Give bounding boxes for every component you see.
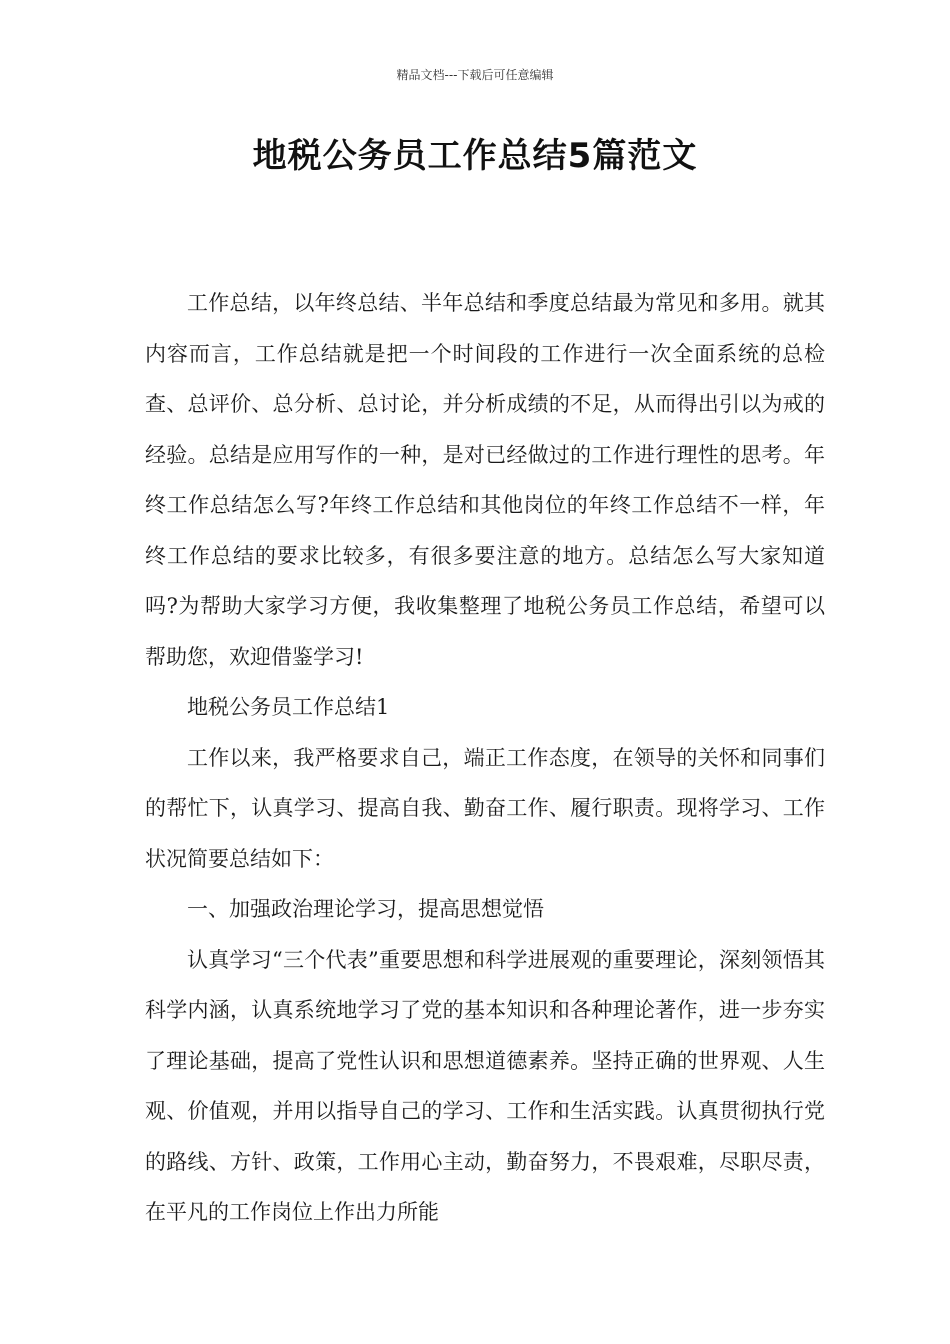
document-body [145,278,825,1238]
subsection-heading: 一、加强政治理论学习，提高思想觉悟 [187,897,544,921]
section-heading: 地税公务员工作总结1 [187,695,390,719]
document-title: 地税公务员工作总结5篇范文 [252,136,698,176]
header-note: 精品文档---下载后可任意编辑 [396,68,554,82]
intro-paragraph: 工作总结，以年终总结、半年总结和季度总结最为常见和多用。就其内容而言，工作总结就是把一个时间段的工作进行一次全面系统的总检查、总评价、总分析、总讨论，并分析成绩的不足，从而得出引以为戒的经验。总结是应用写作的一种，是对已经做过的工作进行理性的思考。年终工作总结怎么写?年终工作总结和其他岗位的年终工作总结不一样，年终工作总结的要求比较多，有很多要注意的地方。总结怎么写大家知道吗?为帮助大家学习方便，我收集整理了地税公务员工作总结，希望可以帮助您，欢迎借鉴学习! [145,291,825,669]
body-paragraph: 认真学习“三个代表”重要思想和科学进展观的重要理论，深刻领悟其科学内涵，认真系统地学习了党的基本知识和各种理论著作，进一步夯实了理论基础，提高了党性认识和思想道德素养。坚持正确的世界观、人生观、价值观，并用以指导自己的学习、工作和生活实践。认真贯彻执行党的路线、方针、政策，工作用心主动，勤奋努力，不畏艰难，尽职尽责，在平凡的工作岗位上作出力所能 [145,947,825,1224]
body-paragraph: 工作以来，我严格要求自己，端正工作态度，在领导的关怀和同事们的帮忙下，认真学习、提高自我、勤奋工作、履行职责。现将学习、工作状况简要总结如下： [145,745,825,871]
